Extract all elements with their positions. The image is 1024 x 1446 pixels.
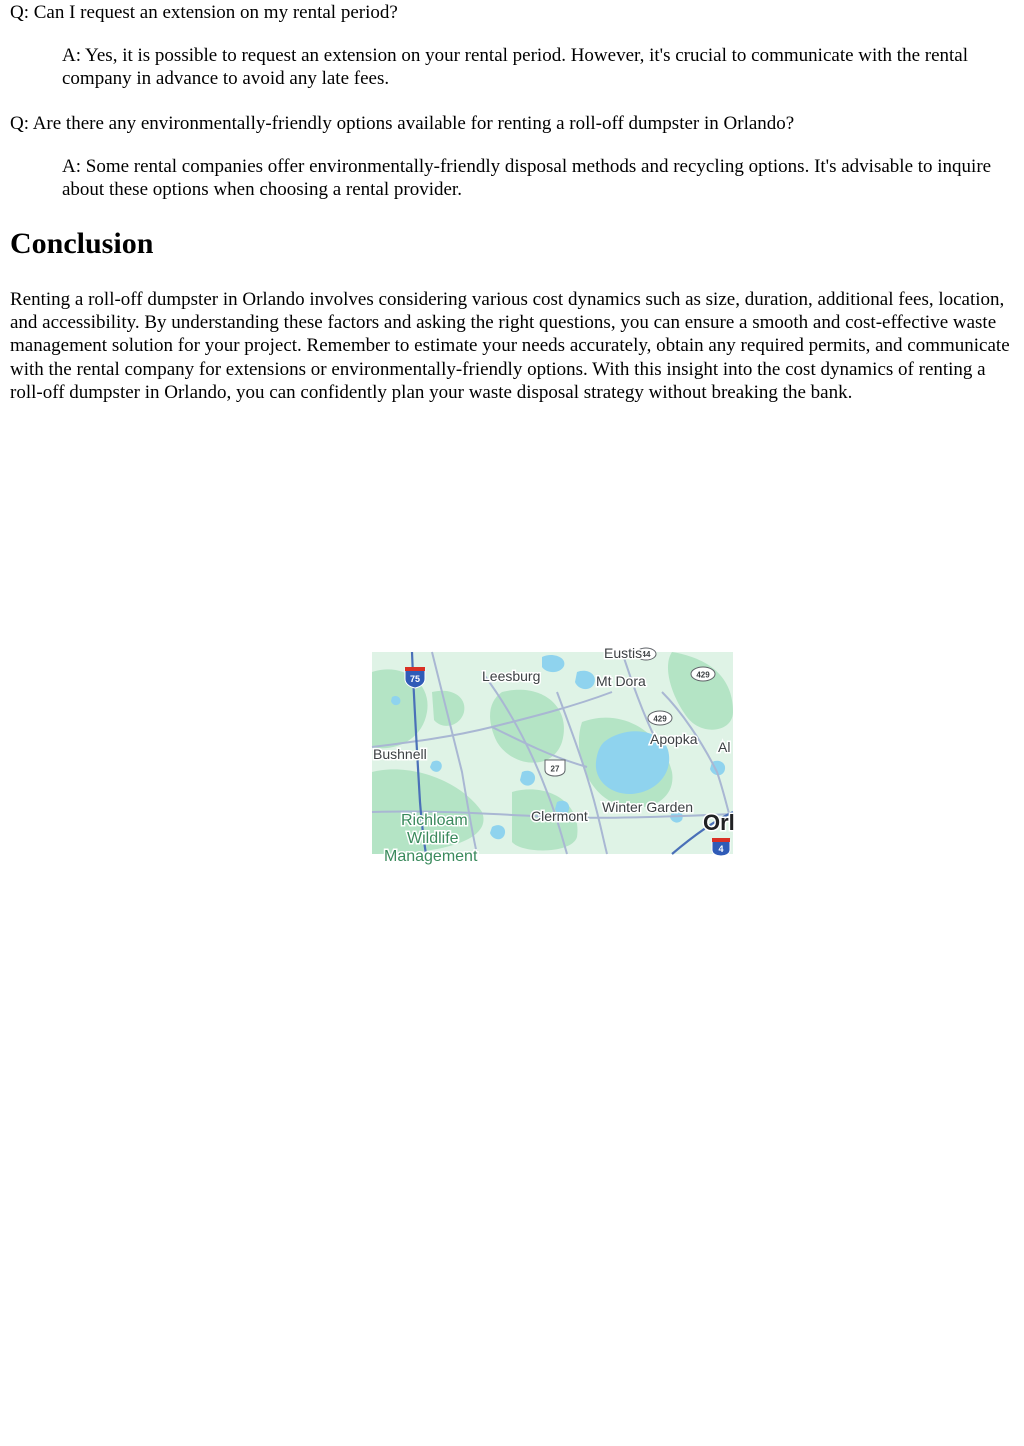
conclusion-heading: Conclusion <box>10 227 154 260</box>
sr429-mid-shield <box>648 711 672 725</box>
place-label-winter-garden: Winter Garden <box>602 799 694 815</box>
sr429-top-shield-label: 429 <box>696 670 710 680</box>
i4-shield <box>712 838 730 856</box>
us27-shield <box>545 760 565 776</box>
i4-shield-label: 4 <box>718 844 724 854</box>
place-label-apopka: Apopka <box>650 731 698 747</box>
sr429-top-shield <box>691 667 715 681</box>
richloam-label-line2: Wildlife <box>407 830 459 847</box>
faq-question: Q: Can I request an extension on my rental period? <box>10 2 398 23</box>
place-label-bushnell: Bushnell <box>373 746 427 762</box>
place-label-eustis: Eustis <box>604 645 643 661</box>
place-label-clermont: Clermont <box>531 808 588 824</box>
conclusion-paragraph: Renting a roll-off dumpster in Orlando involves considering various cost dynamics such as size, duration, additional fees, location, and accessibility. By understanding these factors and asking the right questions, you can ensure a smooth and cost-effective waste management solution for your project. Remember to estimate your needs accurately, obtain any required permits, and communicate with the rental company for extensions or environmentally-friendly options. With this insight into the cost dynamics of renting a roll-off dumpster in Orlando, you can confidently plan your waste disposal strategy without breaking the bank. <box>10 289 1010 403</box>
place-label-mt-dora: Mt Dora <box>596 673 646 689</box>
faq-answer: A: Some rental companies offer environmentally-friendly disposal methods and recycling options. It's advisable to inquire about these options when choosing a rental provider. <box>62 156 992 200</box>
i75-shield <box>405 667 425 688</box>
i75-shield-label: 75 <box>409 674 421 684</box>
faq-question: Q: Are there any environmentally-friendly options available for renting a roll-off dumpster in Orlando? <box>10 113 795 134</box>
sr429-mid-shield-label: 429 <box>653 714 667 724</box>
place-label-leesburg: Leesburg <box>482 668 541 684</box>
richloam-label-line1: Richloam <box>401 812 468 829</box>
place-label-altamonte: Al <box>718 739 731 755</box>
richloam-label-line3: Management <box>384 848 478 865</box>
faq-answer: A: Yes, it is possible to request an extension on your rental period. However, it's crucial to communicate with the rental company in advance to avoid any late fees. <box>62 45 969 89</box>
orlando-area-map <box>372 645 735 865</box>
sr44-shield-label: 44 <box>641 650 651 659</box>
us27-shield-label: 27 <box>550 764 560 774</box>
place-label-orlando: Orl <box>703 810 735 835</box>
